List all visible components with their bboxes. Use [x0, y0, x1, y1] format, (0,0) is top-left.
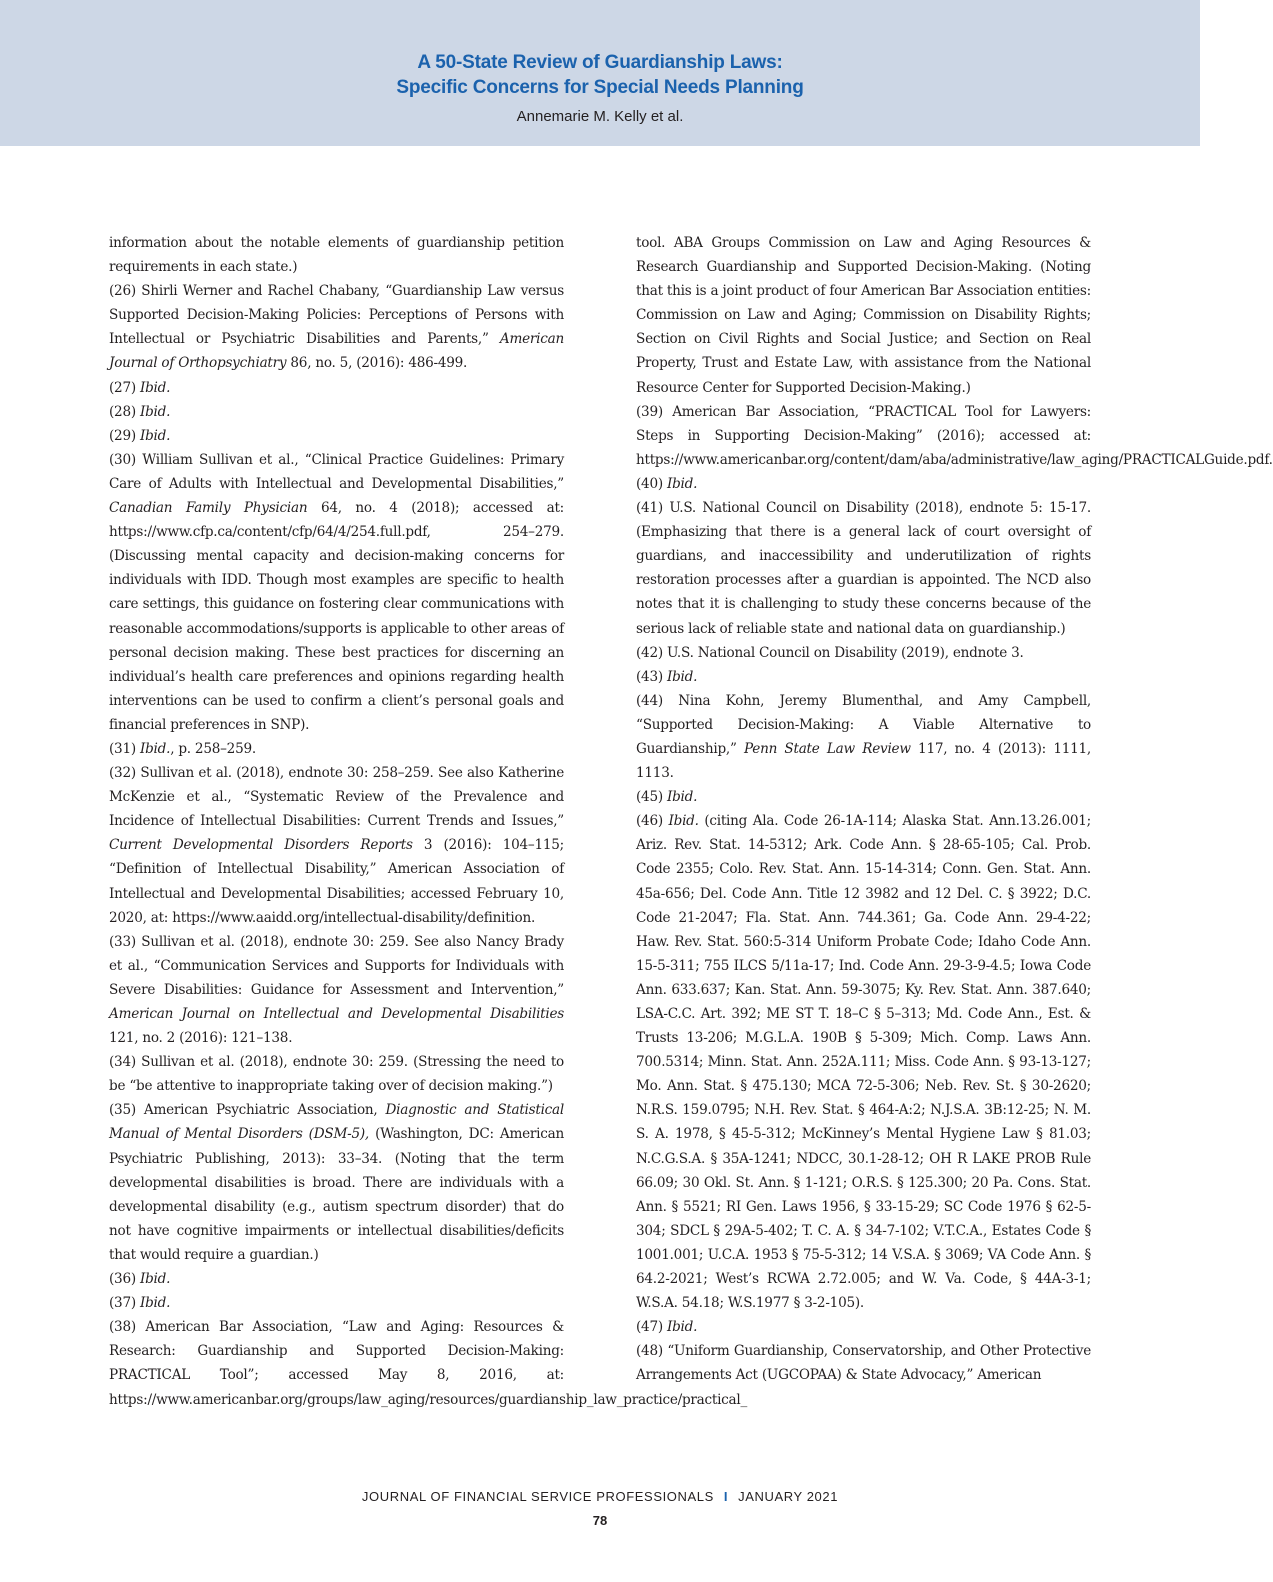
- endnote-paragraph: [109, 930, 564, 1050]
- endnote-italic-text: Ibid.: [666, 668, 698, 685]
- endnote-paragraph: [109, 1291, 564, 1315]
- endnote-paragraph: [109, 448, 564, 737]
- endnote-italic-text: Current Developmental Disorders Reports: [109, 837, 413, 854]
- page-number: 78: [592, 1513, 608, 1528]
- endnote-italic-text: American Journal of Orthopsychiatry: [109, 331, 564, 372]
- endnote-text: (36): [109, 1271, 140, 1288]
- endnote-text: (41) U.S. National Council on Disability (2018), endnote 5: 15-17. (Emphasizing that there is a general lack of court oversight of guardians, and inaccessibility and underutilization of rights restoration processes after a guardian is appointed. The NCD also notes that it is challenging to study these concerns because of the serious lack of reliable state and national data on guardianship.): [636, 500, 1091, 637]
- endnote-text: (26) Shirli Werner and Rachel Chabany, “Guardianship Law versus Supported Decision-Making Policies: Perceptions of Persons with Intellectual or Psychiatric Disabilities and Parents,”: [109, 283, 564, 348]
- article-author: Annemarie M. Kelly et al.: [516, 108, 684, 125]
- endnote-text: (43): [636, 668, 667, 685]
- page-header: [0, 0, 1200, 146]
- endnote-paragraph: [109, 424, 564, 448]
- endnote-text: (46): [636, 813, 669, 830]
- endnote-italic-text: Ibid.: [139, 379, 171, 396]
- endnote-text: (37): [109, 1295, 140, 1312]
- footer-separator: I: [723, 1489, 729, 1504]
- endnote-italic-text: Ibid.: [666, 1319, 698, 1336]
- issue-date: JANUARY 2021: [738, 1489, 839, 1504]
- article-title-line-2: Specific Concerns for Special Needs Planning: [396, 77, 804, 98]
- endnote-text: (27): [109, 379, 140, 396]
- endnote-paragraph: [109, 231, 564, 279]
- endnote-paragraph: [636, 1315, 1091, 1339]
- endnote-paragraph: [636, 689, 1091, 785]
- endnote-italic-text: Ibid.: [139, 1271, 171, 1288]
- endnote-text: (29): [109, 427, 140, 444]
- endnote-paragraph: [636, 785, 1091, 809]
- endnote-text: (34) Sullivan et al. (2018), endnote 30: 259. (Stressing the need to be “be attentive to inappropriate taking over of decision making.”): [109, 1054, 564, 1095]
- endnote-paragraph: [109, 279, 564, 375]
- endnote-paragraph: [636, 496, 1091, 641]
- endnote-italic-text: Ibid.: [139, 427, 171, 444]
- endnote-text: (39) American Bar Association, “PRACTICAL Tool for Lawyers: Steps in Supporting Decision-Making” (2016); accessed at: https://www.americanbar.org/content/dam/aba/administrative/law_aging/PRACTICALGuide.pdf.: [636, 403, 1273, 468]
- endnote-text: tool. ABA Groups Commission on Law and Aging Resources & Research Guardianship and Supported Decision-Making. (Noting that this is a joint product of four American Bar Association entities: Commission on Law and Aging; Commission on Disability Rights; Section on Civil Rights and Social Justice; and Section on Real Property, Trust and Estate Law, with assistance from the National Resource Center for Supported Decision-Making.): [636, 235, 1091, 396]
- endnote-paragraph: [109, 1050, 564, 1098]
- endnote-paragraph: [109, 761, 564, 930]
- endnote-text: (45): [636, 789, 667, 806]
- endnote-paragraph: [636, 665, 1091, 689]
- endnote-text: (30) William Sullivan et al., “Clinical Practice Guidelines: Primary Care of Adults with Intellectual and Developmental Disabilities,”: [109, 451, 564, 492]
- endnote-text: (32) Sullivan et al. (2018), endnote 30: 258–259. See also Katherine McKenzie et al., “Systematic Review of the Prevalence and Incidence of Intellectual Disabilities: Current Trends and Issues,”: [109, 765, 564, 830]
- endnote-text: information about the notable elements of guardianship petition requirements in each state.): [109, 235, 564, 276]
- endnote-paragraph: [636, 641, 1091, 665]
- endnote-paragraph: [109, 737, 564, 761]
- endnote-text: (35) American Psychiatric Association,: [109, 1102, 386, 1119]
- endnote-text: (44) Nina Kohn, Jeremy Blumenthal, and Amy Campbell, “Supported Decision-Making: A Viable Alternative to Guardianship,”: [636, 692, 1091, 757]
- endnote-text: (38) American Bar Association, “Law and Aging: Resources & Research: Guardianship and Supported Decision-Making: PRACTICAL Tool”; accessed May 8, 2016, at: https://www.americanbar.org/groups/law_aging/resources/guardianship_law_practice/practical_: [109, 1319, 748, 1408]
- endnote-text: (42) U.S. National Council on Disability (2019), endnote 3.: [636, 644, 1024, 661]
- endnote-paragraph: [109, 1267, 564, 1291]
- endnote-paragraph: [636, 231, 1091, 400]
- endnote-text: 86, no. 5, (2016): 486-499.: [286, 355, 468, 372]
- endnote-text: (28): [109, 403, 140, 420]
- endnote-paragraph: [109, 400, 564, 424]
- endnote-italic-text: Canadian Family Physician: [109, 500, 308, 517]
- endnote-text: (Washington, DC: American Psychiatric Publishing, 2013): 33–34. (Noting that the term developmental disabilities is broad. There are individuals with a developmental disability (e.g., autism spectrum disorder) that do not have cognitive impairments or intellectual disabilities/deficits that would require a guardian.): [109, 1126, 564, 1263]
- endnote-text: (40): [636, 475, 667, 492]
- endnote-paragraph: [636, 809, 1091, 1315]
- endnote-text: 121, no. 2 (2016): 121–138.: [109, 1030, 293, 1047]
- endnote-text: , p. 258–259.: [170, 740, 256, 757]
- endnote-italic-text: American Journal on Intellectual and Developmental Disabilities: [109, 1006, 564, 1022]
- endnote-paragraph: [109, 1098, 564, 1267]
- endnote-paragraph: [636, 400, 1273, 472]
- endnote-paragraph: [109, 376, 564, 400]
- endnote-text: 64, no. 4 (2018); accessed at: https://www.cfp.ca/content/cfp/64/4/254.full.pdf, 254–279. (Discussing mental capacity and decision-making concerns for individuals with IDD. Though most examples are specific to health care settings, this guidance on fostering clear communications with reasonable accommodations/supports is applicable to other areas of personal decision making. These best practices for discerning an individual’s health care preferences and opinions regarding health interventions can be used to confirm a client’s personal goals and financial preferences in SNP).: [109, 500, 564, 733]
- article-title-line-1: A 50-State Review of Guardianship Laws:: [417, 52, 783, 73]
- page-footer: [0, 1489, 1200, 1504]
- endnote-italic-text: Ibid.: [139, 403, 171, 420]
- endnote-text: 3 (2016): 104–115; “Definition of Intellectual Disability,” American Association of Intellectual and Developmental Disabilities; accessed February 10, 2020, at: https://www.aaidd.org/intellectual-disability/definition.: [109, 837, 564, 926]
- endnote-italic-text: Ibid.: [139, 740, 171, 757]
- endnote-paragraph: [636, 472, 1091, 496]
- endnote-italic-text: Ibid.: [666, 475, 698, 492]
- endnote-text: (33) Sullivan et al. (2018), endnote 30: 259. See also Nancy Brady et al., “Communication Services and Supports for Individuals with Severe Disabilities: Guidance for Assessment and Intervention,”: [109, 933, 564, 998]
- endnote-text: (31): [109, 740, 140, 757]
- endnote-text: 117, no. 4 (2013): 1111, 1113.: [636, 740, 1092, 782]
- endnote-text: (47): [636, 1319, 667, 1336]
- endnote-text: (citing Ala. Code 26-1A-114; Alaska Stat. Ann.13.26.001; Ariz. Rev. Stat. 14-5312; Ark. Code Ann. § 28-65-105; Cal. Prob. Code 2355; Colo. Rev. Stat. Ann. 15-14-314; Conn. Gen. Stat. Ann. 45a-656; Del. Code Ann. Title 12 3982 and 12 Del. C. § 3922; D.C. Code 21-2047; Fla. Stat. Ann. 744.361; Ga. Code Ann. 29-4-22; Haw. Rev. Stat. 560:5-314 Uniform Probate Code; Idaho Code Ann. 15-5-311; 755 ILCS 5/11a-17; Ind. Code Ann. 29-3-9-4.5; Iowa Code Ann. 633.637; Kan. Stat. Ann. 59-3075; Ky. Rev. Stat. Ann. 387.640; LSA-C.C. Art. 392; ME ST T. 18–C § 5–313; Md. Code Ann., Est. & Trusts 13-206; M.G.L.A. 190B § 5-309; Mich. Comp. Laws Ann. 700.5314; Minn. Stat. Ann. 252A.111; Miss. Code Ann. § 93-13-127; Mo. Ann. Stat. § 475.130; MCA 72-5-306; Neb. Rev. St. § 30-2620; N.R.S. 159.0795; N.H. Rev. Stat. § 464-A:2; N.J.S.A. 3B:12-25; N. M. S. A. 1978, § 45-5-312; McKinney’s Mental Hygiene Law § 81.03; N.C.G.S.A. § 35A-1241; NDCC, 30.1-28-12; OH R LAKE PROB Rule 66.09; 30 Okl. St. Ann. § 1-121; O.R.S. § 125.300; 20 Pa. Cons. Stat. Ann. § 5521; RI Gen. Laws 1956, § 33-15-29; SC Code 1976 § 62-5-304; SDCL § 29A-5-402; T. C. A. § 34-7-102; V.T.C.A., Estates Code § 1001.001; U.C.A. 1953 § 75-5-312; 14 V.S.A. § 3069; VA Code Ann. § 64.2-2021; West’s RCWA 2.72.005; and W. Va. Code, § 44A-3-1; W.S.A. 54.18; W.S.1977 § 3-2-105).: [636, 813, 1091, 1312]
- journal-name: JOURNAL OF FINANCIAL SERVICE PROFESSIONALS: [361, 1489, 714, 1504]
- endnote-italic-text: Diagnostic and Statistical Manual of Mental Disorders (DSM-5),: [109, 1102, 564, 1143]
- endnote-italic-text: Ibid.: [668, 813, 699, 830]
- endnotes-right-column: [636, 231, 1273, 1388]
- endnote-italic-text: Ibid.: [139, 1295, 171, 1312]
- endnote-paragraph: [636, 1339, 1091, 1387]
- endnote-text: (48) “Uniform Guardianship, Conservatorship, and Other Protective Arrangements Act (UGCOPAA) & State Advocacy,” American: [636, 1343, 1091, 1384]
- endnote-italic-text: Ibid.: [666, 789, 698, 806]
- endnote-italic-text: Penn State Law Review: [744, 740, 911, 757]
